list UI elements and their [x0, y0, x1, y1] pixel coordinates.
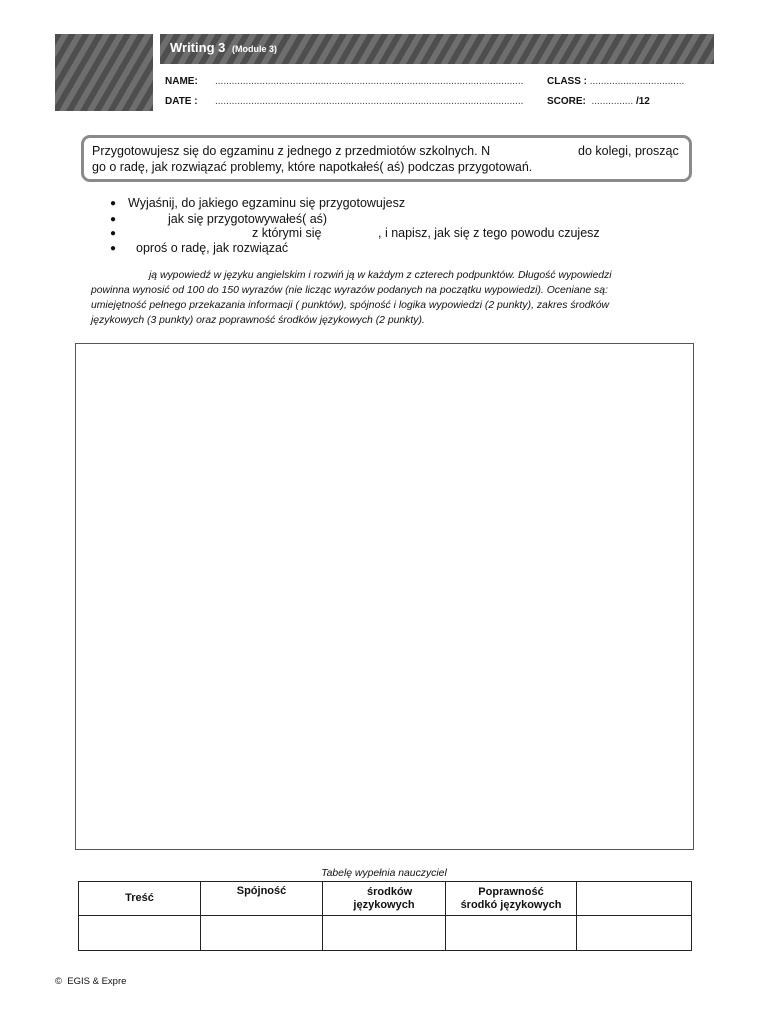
task-box — [81, 135, 692, 182]
bullet-icon: ● — [110, 214, 117, 225]
bullet-icon: ● — [110, 228, 117, 239]
header-zakres — [323, 882, 446, 916]
date-label: DATE : — [165, 96, 198, 107]
class-label: CLASS : — [547, 76, 587, 87]
header-zakres-line1: środków — [367, 885, 413, 898]
bullet-icon: ● — [110, 198, 117, 209]
header-tresc — [79, 882, 201, 916]
table-header-row — [79, 882, 692, 916]
score-cell-tresc[interactable] — [79, 916, 201, 951]
title-subtitle: (Module 3) — [232, 44, 277, 54]
instructions-line1: ją wypowiedź w języku angielskim i rozwiń ją w każdym z czterech podpunktów. Długość wypowiedzi — [149, 270, 612, 281]
header-total — [577, 882, 692, 916]
date-row — [165, 96, 523, 107]
header-tresc-label: Treść — [125, 892, 154, 904]
copyright-icon: © — [55, 976, 62, 987]
score-cell-poprawnosc[interactable] — [446, 916, 577, 951]
bullet-3-text-b: , i napisz, jak się z tego powodu czujesz — [378, 226, 600, 240]
worksheet-title — [170, 40, 277, 55]
class-row — [547, 76, 684, 87]
header-poprawnosc-line1: Poprawność — [478, 885, 544, 898]
score-cell-spojnosc[interactable] — [201, 916, 323, 951]
header-spojnosc-label: Spójność — [236, 885, 287, 897]
title-bar — [160, 34, 714, 64]
instructions-line4: językowych (3 punkty) oraz poprawność środków językowych (2 punkty). — [91, 315, 425, 326]
header-spojnosc — [201, 882, 323, 916]
header-poprawnosc-line2: środkó językowych — [460, 898, 562, 911]
teacher-score-table — [78, 881, 692, 951]
score-total: /12 — [635, 96, 650, 107]
bullet-icon: ● — [110, 243, 117, 254]
header-zakres-line2: językowych — [353, 898, 415, 911]
score-label: SCORE: — [547, 96, 586, 107]
score-field[interactable]: ............... — [591, 96, 634, 107]
table-caption: Tabelę wypełnia nauczyciel — [321, 868, 447, 879]
bullet-3-text-a: z którymi się — [252, 226, 322, 240]
title-main: Writing 3 — [170, 40, 226, 55]
bullet-2-text: jak się przygotowywałeś( aś) — [168, 212, 328, 226]
header-poprawnosc — [446, 882, 577, 916]
bullet-1-text: Wyjaśnij, do jakiego egzaminu się przygotowujesz — [128, 196, 406, 210]
score-cell-zakres[interactable] — [323, 916, 446, 951]
task-text-line1: Przygotowujesz się do egzaminu z jednego z przedmiotów szkolnych. N — [92, 144, 491, 158]
instructions-line2: powinna wynosić od 100 do 150 wyrazów (nie licząc wyrazów podanych na początku wypowiedzi). Oceniane są: — [91, 285, 608, 296]
task-text-line2: go o radę, jak rozwiązać problemy, które napotkałeś( aś) podczas przygotowań. — [92, 160, 533, 174]
name-label: NAME: — [165, 76, 198, 87]
name-field[interactable]: ............................................................................................................... — [215, 76, 524, 87]
date-field[interactable]: ............................................................................................................... — [215, 96, 524, 107]
score-cell-total[interactable] — [577, 916, 692, 951]
score-row — [547, 96, 650, 107]
table-score-row — [79, 916, 692, 951]
class-field[interactable]: .................................. — [589, 76, 685, 87]
header-corner-block — [55, 34, 153, 111]
task-text-line1-end: do kolegi, prosząc — [578, 144, 679, 158]
footer-text: EGIS & Expre — [67, 976, 127, 987]
bullet-4-text: oproś o radę, jak rozwiązać — [136, 241, 289, 255]
instructions-line3: umiejętność pełnego przekazania informacji ( punktów), spójność i logika wypowiedzi (2 punkty), zakres środków — [91, 300, 610, 311]
name-row — [165, 76, 523, 87]
footer — [55, 976, 126, 987]
writing-area[interactable] — [75, 343, 694, 850]
